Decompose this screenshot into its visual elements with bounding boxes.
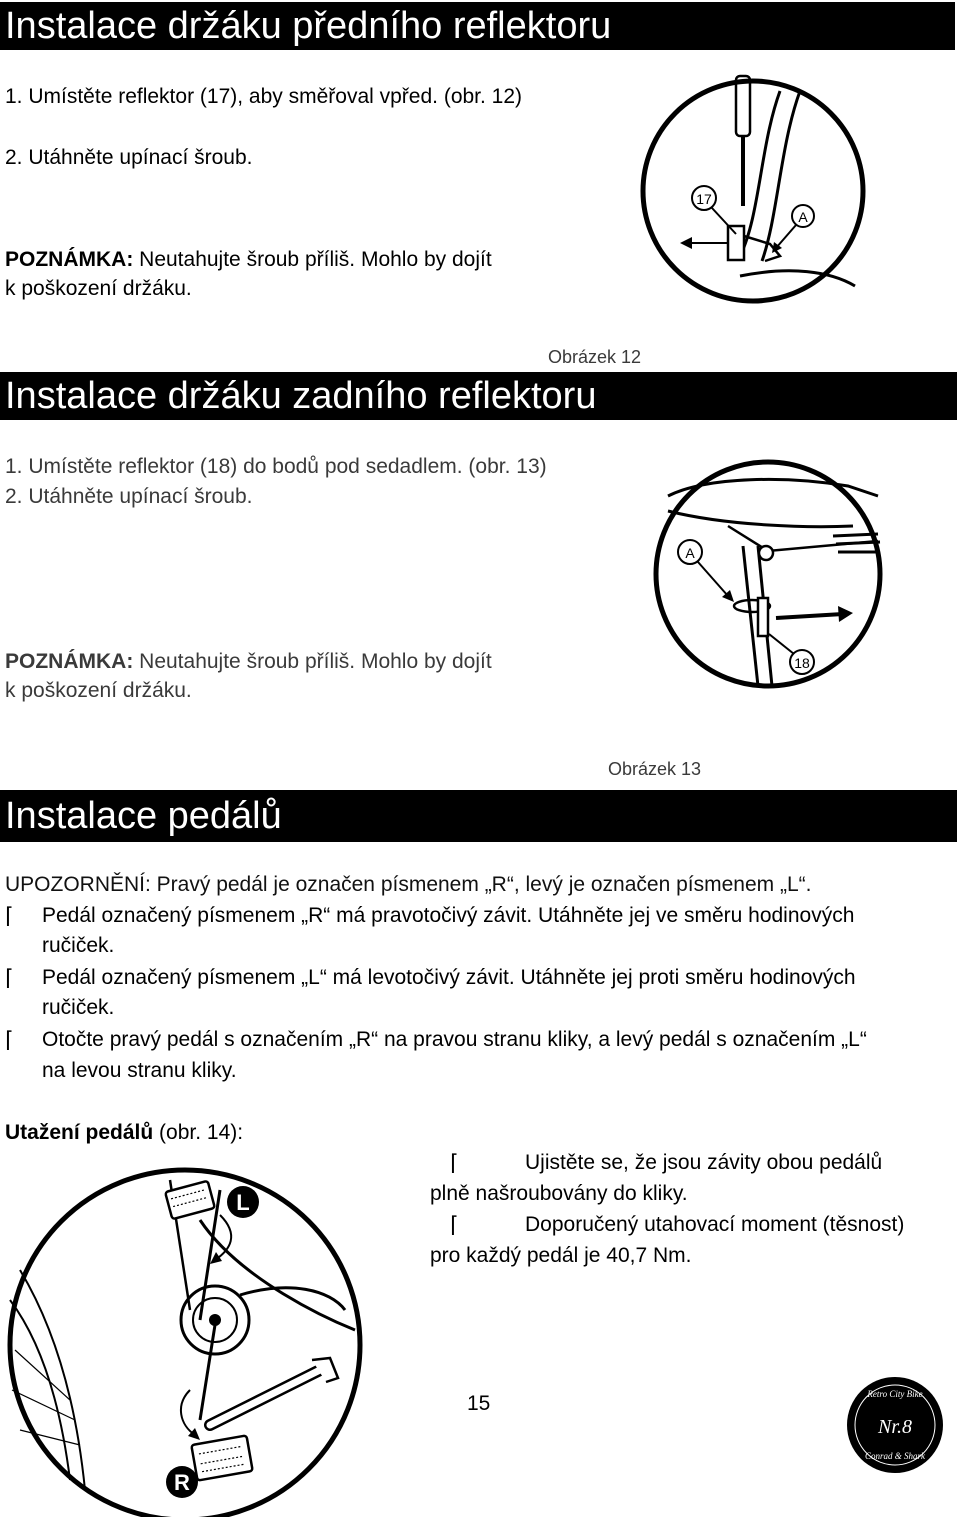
tightening-label: Utažení pedálů [5, 1121, 154, 1144]
figure-13-caption: Obrázek 13 [608, 759, 702, 779]
note-label: POZNÁMKA: [5, 650, 134, 673]
callout-a-front: A [798, 209, 808, 225]
note-label: POZNÁMKA: [5, 248, 134, 271]
callout-18: 18 [794, 655, 810, 671]
callout-a-rear: A [685, 545, 695, 561]
front-note [5, 245, 492, 275]
pedal-bullet-1-cont: ručiček. [42, 934, 115, 957]
section-heading-rear: Instalace držáku zadního reflektoru [0, 372, 957, 420]
note-text: Neutahujte šroub příliš. Mohlo by dojít [133, 248, 492, 271]
callout-17: 17 [696, 191, 712, 207]
logo-bottom-text: Conrad & Shark [864, 1451, 926, 1461]
logo-top-text: Retro City Bike [867, 1389, 923, 1399]
pedal-label-l: L [236, 1190, 250, 1215]
pedal-bullet-2: Pedál označený písmenem „L“ má levotočivý závit. Utáhněte jej proti směru hodinových [42, 966, 856, 989]
note-text: Neutahujte šroub příliš. Mohlo by dojít [133, 650, 492, 673]
bullet-glyph-1: ⌈ [5, 903, 14, 928]
tip-glyph-1: ⌈ [450, 1150, 459, 1175]
pedal-bullet-2-cont: ručiček. [42, 996, 115, 1019]
pedal-bullet-3: Otočte pravý pedál s označením „R“ na pravou stranu kliky, a levý pedál s označením „L“ [42, 1028, 867, 1051]
front-reflector-figure [640, 66, 870, 326]
front-step-1: 1. Umístěte reflektor (17), aby směřoval vpřed. (obr. 12) [5, 85, 523, 108]
front-step-2: 2. Utáhněte upínací šroub. [5, 146, 253, 169]
pedal-figure [0, 1160, 420, 1515]
pedal-bullet-3-cont: na levou stranu kliky. [42, 1059, 237, 1082]
pedal-warning: UPOZORNĚNÍ: Pravý pedál je označen písmenem „R“, levý je označen písmenem „L“. [5, 873, 812, 896]
pedal-bullet-1: Pedál označený písmenem „R“ má pravotočivý závit. Utáhněte jej ve směru hodinových [42, 904, 855, 927]
tightening-heading [5, 1118, 243, 1148]
rear-note [5, 647, 492, 677]
brand-logo [845, 1375, 945, 1475]
logo-center-text: Nr.8 [878, 1416, 912, 1438]
bullet-glyph-2: ⌈ [5, 965, 14, 990]
section-heading-front: Instalace držáku předního reflektoru [0, 2, 955, 50]
rear-step-2: 2. Utáhněte upínací šroub. [5, 485, 253, 508]
tip-2: Doporučený utahovací moment (těsnost) [525, 1213, 905, 1236]
pedal-label-r: R [174, 1470, 190, 1495]
rear-reflector-figure [648, 456, 888, 696]
figure-12-caption: Obrázek 12 [548, 347, 642, 367]
rear-note-line2: k poškození držáku. [5, 679, 192, 702]
section-heading-pedals: Instalace pedálů [0, 790, 957, 842]
rear-step-1: 1. Umístěte reflektor (18) do bodů pod sedadlem. (obr. 13) [5, 455, 547, 478]
tightening-ref: (obr. 14): [153, 1121, 244, 1144]
page-number: 15 [467, 1392, 491, 1415]
tip-1: Ujistěte se, že jsou závity obou pedálů [525, 1151, 883, 1174]
bullet-glyph-3: ⌈ [5, 1027, 14, 1052]
tip-2-cont: pro každý pedál je 40,7 Nm. [430, 1244, 692, 1267]
tip-glyph-2: ⌈ [450, 1212, 459, 1237]
tip-1-cont: plně našroubovány do kliky. [430, 1182, 688, 1205]
front-note-line2: k poškození držáku. [5, 277, 192, 300]
